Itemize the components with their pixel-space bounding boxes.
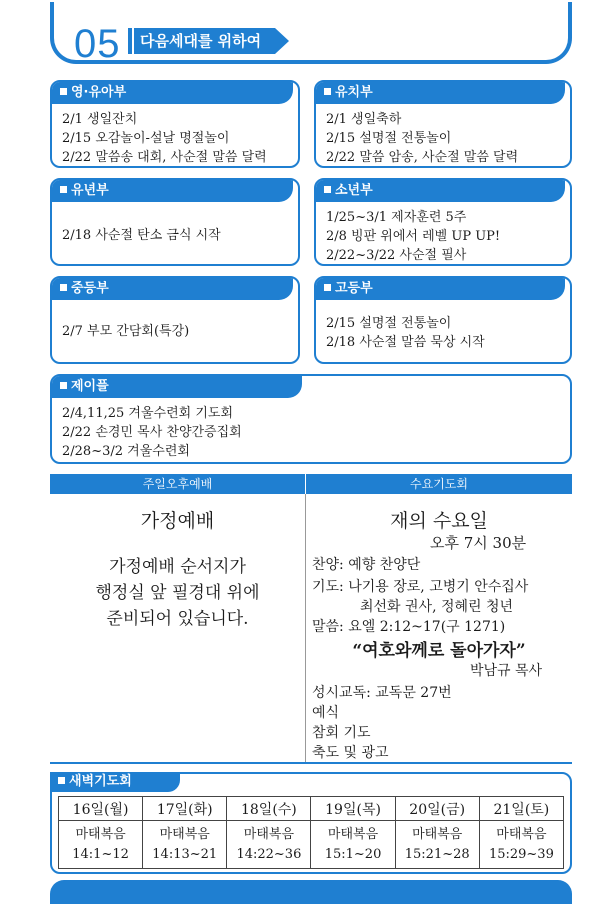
day-cell: 16일(월) [59, 797, 143, 821]
dept-box-youth [50, 374, 572, 464]
blessing-item: 축도 및 광고 [312, 745, 389, 761]
dept-box-header [52, 82, 293, 104]
worship-section [50, 474, 572, 764]
reading-cell [311, 821, 395, 869]
dept-line: 2/15 설명절 전통놀이 [326, 316, 452, 331]
reading-cell [143, 821, 227, 869]
reading-cell [227, 821, 311, 869]
bible-study-label: 성시교독: [312, 685, 371, 701]
dept-line: 2/18 사순절 말씀 묵상 시작 [326, 335, 485, 350]
reading-cell [59, 821, 143, 869]
word-reference: 요엘 2:12~17(구 1271) [348, 619, 506, 635]
reading-book: 마태복음 [496, 826, 547, 842]
dept-name: 유년부 [71, 183, 109, 198]
sunday-afternoon-text: 행정실 앞 필경대 위에 [95, 583, 260, 603]
dept-name: 영·유아부 [71, 85, 127, 100]
section-title: 다음세대를 위하여 [134, 28, 275, 54]
dept-line: 2/18 사순절 탄소 금식 시작 [62, 228, 221, 243]
footer-bar [50, 880, 572, 904]
sunday-afternoon-title: 가정예배 [140, 510, 215, 532]
dept-name: 유치부 [335, 85, 373, 100]
dept-name: 중등부 [71, 281, 109, 296]
square-bullet-icon [58, 777, 65, 784]
wednesday-header: 수요기도회 [306, 474, 572, 494]
praise-row [312, 554, 420, 574]
prayer-label: 기도: [312, 579, 344, 595]
rite-item: 예식 [312, 705, 340, 721]
day-cell: 20일(금) [395, 797, 479, 821]
table-row [59, 797, 564, 821]
dept-line: 2/22 말씀 암송, 사순절 말씀 달력 [326, 150, 519, 165]
word-label: 말씀: [312, 619, 344, 635]
bible-study-value: 교독문 27번 [375, 685, 452, 701]
reading-verses: 14:1~12 [72, 846, 129, 862]
reading-verses: 14:22~36 [236, 846, 302, 862]
section-bottom-rule [50, 762, 572, 764]
dawn-prayer-header [50, 772, 180, 792]
reading-verses: 15:1~20 [324, 846, 382, 862]
praise-value: 예향 찬양단 [348, 557, 421, 573]
sunday-afternoon-text: 가정예배 순서지가 [109, 557, 246, 577]
reading-verses: 15:21~28 [404, 846, 470, 862]
dept-line: 2/1 생일축하 [326, 112, 402, 127]
reading-verses: 15:29~39 [488, 846, 554, 862]
square-bullet-icon [324, 88, 331, 95]
dept-box-high [314, 276, 572, 364]
dept-line: 2/8 빙판 위에서 레벨 UP UP! [326, 229, 501, 244]
dept-line: 2/1 생일잔치 [62, 112, 138, 127]
dept-box-middle [50, 276, 300, 364]
repentance-item: 참회 기도 [312, 725, 371, 741]
dept-box-header [52, 278, 293, 300]
square-bullet-icon [324, 284, 331, 291]
dawn-prayer-title: 새벽기도회 [69, 774, 132, 789]
square-bullet-icon [324, 186, 331, 193]
sunday-afternoon-header: 주일오후예배 [50, 474, 305, 494]
reading-book: 마태복음 [159, 826, 210, 842]
square-bullet-icon [60, 382, 67, 389]
reading-cell [395, 821, 479, 869]
wednesday-time: 오후 7시 30분 [430, 534, 527, 552]
dawn-prayer-section [50, 772, 572, 874]
sunday-afternoon-text: 준비되어 있습니다. [106, 609, 249, 629]
day-cell: 18일(수) [227, 797, 311, 821]
reading-cell [479, 821, 563, 869]
dept-box-primary [50, 178, 300, 266]
square-bullet-icon [60, 284, 67, 291]
bible-study-row [312, 682, 452, 702]
preacher: 박남규 목사 [470, 663, 543, 679]
square-bullet-icon [60, 88, 67, 95]
dept-box-header [52, 180, 293, 202]
square-bullet-icon [60, 186, 67, 193]
dept-box-header [316, 180, 565, 202]
dept-name: 소년부 [335, 183, 373, 198]
dept-line: 2/28~3/2 겨울수련회 [62, 444, 190, 459]
dept-line: 2/22~3/22 사순절 필사 [326, 248, 467, 263]
dept-line: 2/7 부모 간담회(특강) [62, 324, 190, 339]
table-row [59, 821, 564, 869]
sermon-title: “여호와께로 돌아가자” [352, 641, 526, 661]
dept-line: 1/25~3/1 제자훈련 5주 [326, 210, 467, 225]
day-cell: 19일(목) [311, 797, 395, 821]
dept-box-header [316, 82, 565, 104]
prayer-row [312, 576, 528, 596]
dept-line: 2/15 오감놀이-설날 명절놀이 [62, 131, 230, 146]
day-cell: 21일(토) [479, 797, 563, 821]
dept-name: 고등부 [335, 281, 373, 296]
reading-book: 마태복음 [75, 826, 126, 842]
reading-book: 마태복음 [327, 826, 379, 842]
dept-name: 제이플 [71, 379, 109, 394]
reading-book: 마태복음 [412, 826, 463, 842]
dept-box-elementary [314, 178, 572, 266]
dept-box-header [316, 278, 565, 300]
reading-book: 마태복음 [243, 826, 294, 842]
dawn-prayer-table [58, 796, 564, 869]
dept-box-kindergarten [314, 80, 572, 168]
column-divider [305, 494, 306, 762]
day-cell: 17일(화) [143, 797, 227, 821]
dept-line: 2/22 말씀송 대회, 사순절 말씀 달력 [62, 150, 267, 165]
prayer-row-2: 최선화 권사, 정혜린 청년 [360, 599, 514, 615]
reading-verses: 14:13~21 [152, 846, 218, 862]
prayer-value: 나기용 장로, 고병기 안수집사 [348, 579, 529, 595]
section-number: 05 [74, 22, 121, 66]
dept-line: 2/22 손경민 목사 찬양간증집회 [62, 425, 242, 440]
dept-line: 2/15 설명절 전통놀이 [326, 131, 452, 146]
dept-line: 2/4,11,25 겨울수련회 기도회 [62, 406, 233, 421]
word-row [312, 616, 505, 636]
dept-box-infant [50, 80, 300, 168]
wednesday-title: 재의 수요일 [390, 510, 488, 532]
dept-box-header [52, 376, 302, 398]
praise-label: 찬양: [312, 557, 344, 573]
